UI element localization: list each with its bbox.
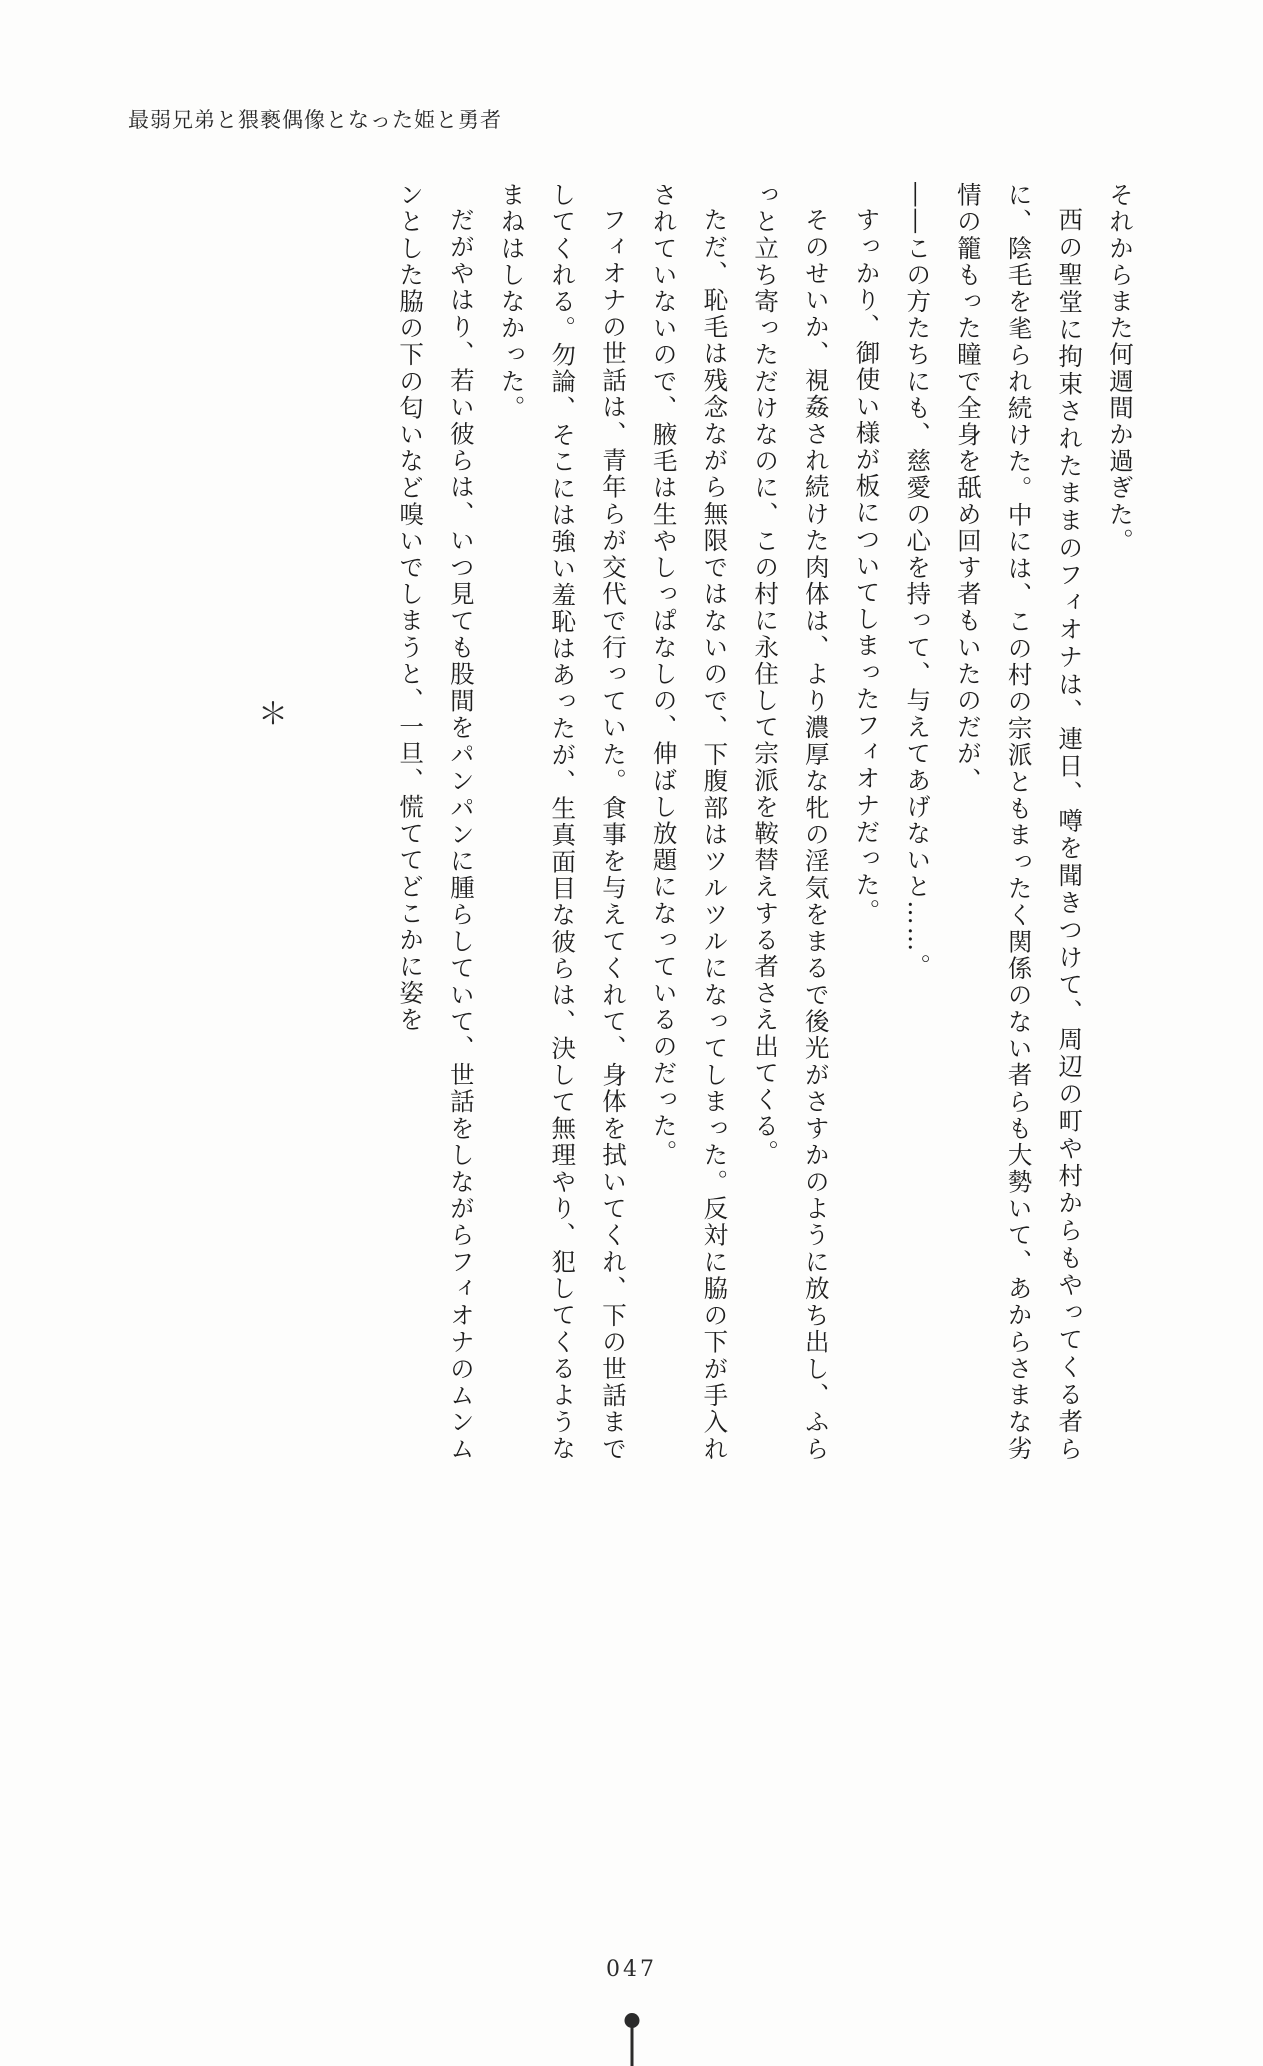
paragraph: フィオナの世話は、青年らが交代で行っていた。食事を与えてくれて、身体を拭いてくれ、下の世話までしてくれる。勿論、そこには強い羞恥はあったが、生真面目な彼らは、決して無理やり、犯してくるようなまねはしなかった。 <box>497 182 628 1462</box>
paragraph: すっかり、御使い様が板についてしまったフィオナだった。 <box>852 206 882 925</box>
scene-break-asterisk: ＊ <box>258 697 288 732</box>
paragraph: そのせいか、視姦され続けた肉体は、より濃厚な牝の淫気をまるで後光がさすかのように放ち出し、ふらっと立ち寄っただけなのに、この村に永住して宗派を鞍替えする者さえ出てくる。 <box>751 182 831 1462</box>
paragraph: ただ、恥毛は残念ながら無限ではないので、下腹部はツルツルになってしまった。反対に脇の下が手入れされていないので、腋毛は生やしっぱなしの、伸ばし放題になっているのだった。 <box>649 182 730 1462</box>
page-number: 047 <box>606 1957 657 1982</box>
binding-line-mark <box>630 2022 633 2066</box>
running-header: 最弱兄弟と猥褻偶像となった姫と勇者 <box>128 108 502 132</box>
paragraph: ――この方たちにも、慈愛の心を持って、与えてあげないと……。 <box>903 182 933 980</box>
body-text <box>245 182 1145 1462</box>
paragraph: それからまた何週間か過ぎた。 <box>1106 182 1135 555</box>
paragraph: だがやはり、若い彼らは、いつ見ても股間をパンパンに腫らしていて、世話をしながらフィオナのムンムンとした脇の下の匂いなど嗅いでしまうと、一旦、慌ててどこかに姿を <box>396 182 476 1462</box>
paragraph: 西の聖堂に拘束されたままのフィオナは、連日、噂を聞きつけて、周辺の町や村からもやってくる者らに、陰毛を毟られ続けた。中には、この村の宗派ともまったく関係のない者らも大勢いて、あからさまな劣情の籠もった瞳で全身を舐め回す者もいたのだが、 <box>953 182 1085 1462</box>
